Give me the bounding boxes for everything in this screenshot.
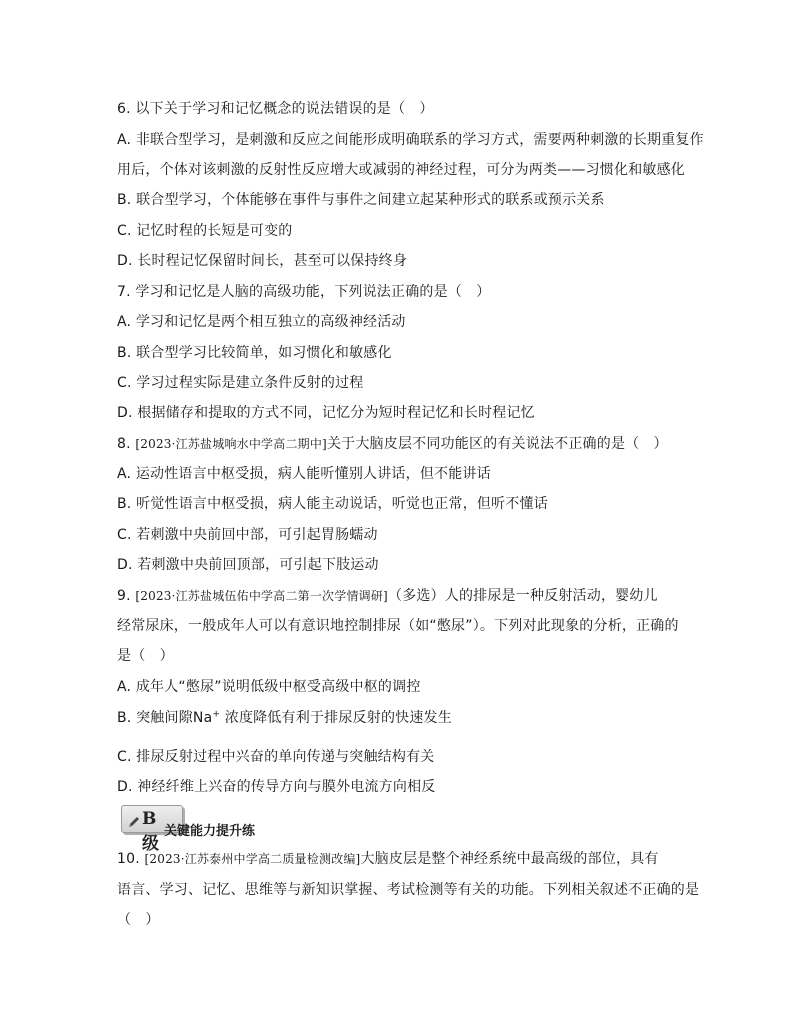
q9-option-b-pre: B. 突触间隙Na	[117, 710, 213, 726]
q7-option-c: C. 学习过程实际是建立条件反射的过程	[117, 375, 364, 391]
q8-source: [2023·江苏盐城响水中学高二期中]	[135, 437, 327, 451]
q7-stem: 7. 学习和记忆是人脑的高级功能，下列说法正确的是（ ）	[117, 284, 491, 300]
q9-option-a: A. 成年人“憋尿”说明低级中枢受高级中枢的调控	[117, 679, 421, 695]
q9-stem-line2: 经常尿床，一般成年人可以有意识地控制排尿（如“憋尿”）。下列对此现象的分析，正确的	[117, 618, 679, 634]
q8-option-a: A. 运动性语言中枢受损，病人能听懂别人讲话，但不能讲话	[117, 466, 491, 482]
q6-option-a-line1: A. 非联合型学习，是刺激和反应之间能形成明确联系的学习方式，需要两种刺激的长期重复作	[117, 132, 704, 148]
pencil-icon	[127, 815, 141, 829]
q8-stem-line	[117, 435, 682, 453]
q8-stem: 关于大脑皮层不同功能区的有关说法不正确的是（ ）	[326, 436, 668, 452]
q7-option-a: A. 学习和记忆是两个相互独立的高级神经活动	[117, 314, 406, 330]
q10-stem-line3: （ ）	[117, 912, 160, 928]
q9-option-b-superscript: +	[212, 709, 221, 720]
q10-source: [2023·江苏泰州中学高二质量检测改编]	[144, 852, 361, 866]
q10-stem-text: 大脑皮层是整个神经系统中最高级的部位，具有	[360, 851, 659, 867]
q9-option-b	[117, 709, 682, 727]
q8-option-d: D. 若刺激中央前回顶部，可引起下肢运动	[117, 557, 379, 573]
q6-stem: 6. 以下关于学习和记忆概念的说法错误的是（ ）	[117, 101, 434, 117]
q10-stem-line1	[117, 850, 682, 868]
q8-number: 8.	[117, 436, 136, 452]
q10-number: 10.	[117, 851, 145, 867]
level-badge-text: B 级	[142, 809, 160, 854]
q9-stem-line3: 是（ ）	[117, 648, 174, 664]
q7-option-d: D. 根据储存和提取的方式不同，记忆分为短时程记忆和长时程记忆	[117, 405, 535, 421]
q6-option-c: C. 记忆时程的长短是可变的	[117, 223, 293, 239]
q8-option-c: C. 若刺激中央前回中部，可引起胃肠蠕动	[117, 527, 378, 543]
section-title: 关键能力提升练	[164, 824, 256, 839]
q6-option-d: D. 长时程记忆保留时间长，甚至可以保持终身	[117, 253, 408, 269]
q9-number: 9.	[117, 588, 136, 604]
q9-option-d: D. 神经纤维上兴奋的传导方向与膜外电流方向相反	[117, 779, 436, 795]
q9-stem-line1	[117, 587, 682, 605]
q9-option-b-post: 浓度降低有利于排尿反射的快速发生	[220, 710, 452, 726]
q9-source: [2023·江苏盐城伍佑中学高二第一次学情调研]	[135, 589, 388, 603]
q9-stem-text: （多选）人的排尿是一种反射活动，婴幼儿	[387, 588, 658, 604]
q8-option-b: B. 听觉性语言中枢受损，病人能主动说话，听觉也正常，但听不懂话	[117, 496, 548, 512]
q10-stem-line2: 语言、学习、记忆、思维等与新知识掌握、考试检测等有关的功能。下列相关叙述不正确的是	[117, 882, 700, 898]
q6-option-a-line2: 用后，个体对该刺激的反射性反应增大或减弱的神经过程，可分为两类——习惯化和敏感化	[117, 162, 685, 178]
q6-option-b: B. 联合型学习，个体能够在事件与事件之间建立起某种形式的联系或预示关系	[117, 192, 605, 208]
q9-option-c: C. 排尿反射过程中兴奋的单向传递与突触结构有关	[117, 749, 435, 765]
q7-option-b: B. 联合型学习比较简单，如习惯化和敏感化	[117, 345, 392, 361]
